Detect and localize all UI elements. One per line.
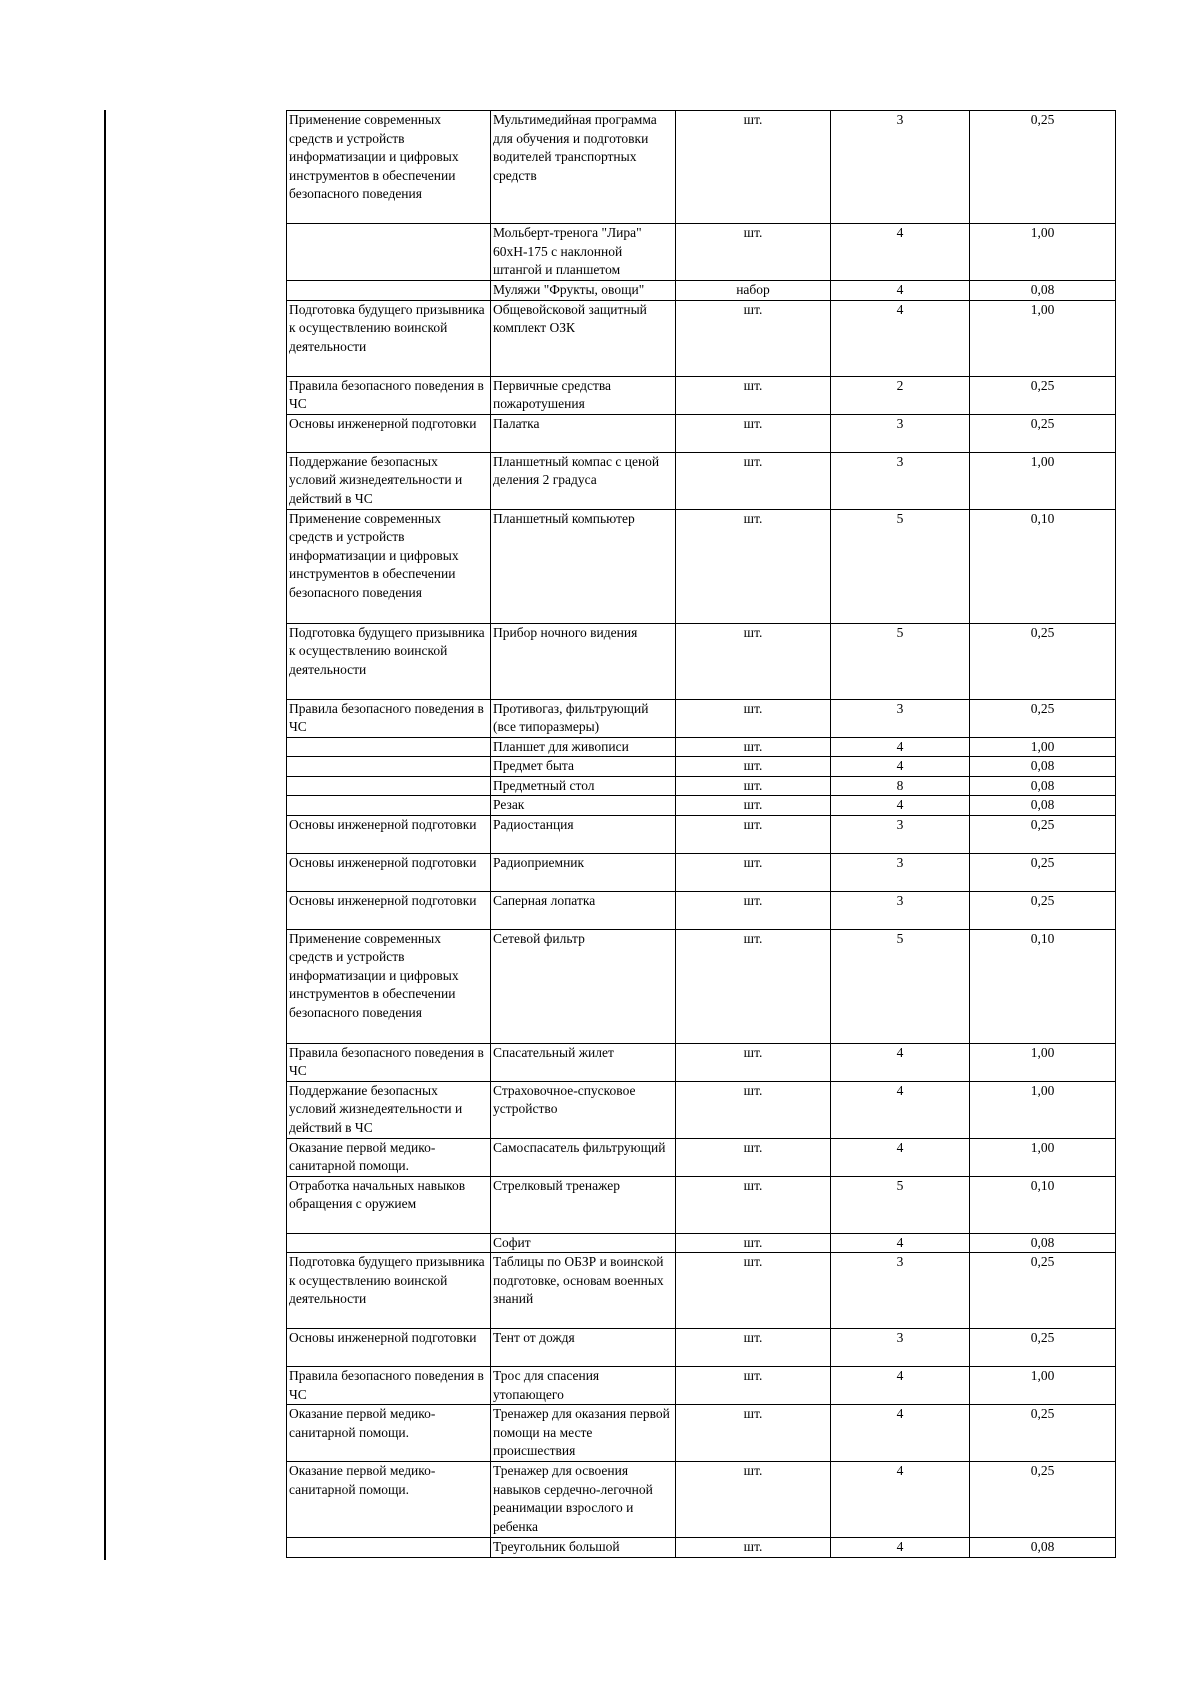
- section-cell: Основы инженерной подготовки: [287, 853, 491, 891]
- norm-cell: 1,00: [970, 300, 1116, 376]
- item-name-cell: Тренажер для оказания первой помощи на месте происшествия: [491, 1405, 676, 1462]
- section-cell: [287, 757, 491, 777]
- unit-cell: шт.: [676, 1405, 831, 1462]
- item-name-cell: Трос для спасения утопающего: [491, 1367, 676, 1405]
- quantity-cell: 2: [831, 376, 970, 414]
- table-row: [287, 1138, 1116, 1176]
- section-cell: Правила безопасного поведения в ЧС: [287, 1043, 491, 1081]
- section-cell: Основы инженерной подготовки: [287, 1329, 491, 1367]
- norm-cell: 1,00: [970, 1081, 1116, 1138]
- item-name-cell: Первичные средства пожаротушения: [491, 376, 676, 414]
- table-row: [287, 1329, 1116, 1367]
- unit-cell: шт.: [676, 1367, 831, 1405]
- table-row: [287, 853, 1116, 891]
- section-cell: [287, 1538, 491, 1558]
- quantity-cell: 4: [831, 281, 970, 301]
- norm-cell: 0,25: [970, 699, 1116, 737]
- section-cell: Применение современных средств и устройств информатизации и цифровых инструментов в обеспечении безопасного поведения: [287, 929, 491, 1043]
- item-name-cell: Страховочное-спусковое устройство: [491, 1081, 676, 1138]
- section-cell: Оказание первой медико-санитарной помощи.: [287, 1462, 491, 1538]
- table-row: [287, 1462, 1116, 1538]
- item-name-cell: Планшетный компас с ценой деления 2 градуса: [491, 452, 676, 509]
- quantity-cell: 4: [831, 737, 970, 757]
- margin-rule: [104, 110, 106, 1560]
- norm-cell: 1,00: [970, 452, 1116, 509]
- table-row: [287, 776, 1116, 796]
- section-cell: [287, 281, 491, 301]
- norm-cell: 0,08: [970, 776, 1116, 796]
- norm-cell: 0,10: [970, 509, 1116, 623]
- norm-cell: 0,08: [970, 796, 1116, 816]
- table-row: [287, 300, 1116, 376]
- item-name-cell: Предметный стол: [491, 776, 676, 796]
- item-name-cell: Спасательный жилет: [491, 1043, 676, 1081]
- unit-cell: шт.: [676, 300, 831, 376]
- item-name-cell: Саперная лопатка: [491, 891, 676, 929]
- item-name-cell: Общевойсковой защитный комплект ОЗК: [491, 300, 676, 376]
- table-row: [287, 1043, 1116, 1081]
- unit-cell: шт.: [676, 1329, 831, 1367]
- unit-cell: шт.: [676, 853, 831, 891]
- unit-cell: шт.: [676, 815, 831, 853]
- quantity-cell: 5: [831, 1176, 970, 1233]
- section-cell: Оказание первой медико-санитарной помощи.: [287, 1405, 491, 1462]
- section-cell: [287, 796, 491, 816]
- unit-cell: шт.: [676, 776, 831, 796]
- item-name-cell: Мольберт-тренога "Лира" 60хН-175 с наклонной штангой и планшетом: [491, 224, 676, 281]
- table-row: [287, 1081, 1116, 1138]
- table-row: [287, 1176, 1116, 1233]
- unit-cell: шт.: [676, 1081, 831, 1138]
- quantity-cell: 4: [831, 1367, 970, 1405]
- quantity-cell: 3: [831, 815, 970, 853]
- norm-cell: 1,00: [970, 1367, 1116, 1405]
- norm-cell: 0,25: [970, 376, 1116, 414]
- quantity-cell: 3: [831, 699, 970, 737]
- quantity-cell: 3: [831, 891, 970, 929]
- section-cell: [287, 224, 491, 281]
- norm-cell: 0,25: [970, 1329, 1116, 1367]
- quantity-cell: 3: [831, 452, 970, 509]
- table-row: [287, 757, 1116, 777]
- quantity-cell: 4: [831, 1538, 970, 1558]
- quantity-cell: 5: [831, 623, 970, 699]
- table-row: [287, 376, 1116, 414]
- norm-cell: 1,00: [970, 224, 1116, 281]
- unit-cell: шт.: [676, 699, 831, 737]
- section-cell: Отработка начальных навыков обращения с оружием: [287, 1176, 491, 1233]
- equipment-table: [286, 110, 1116, 1558]
- section-cell: Подготовка будущего призывника к осуществлению воинской деятельности: [287, 300, 491, 376]
- unit-cell: шт.: [676, 737, 831, 757]
- item-name-cell: Таблицы по ОБЗР и воинской подготовке, основам военных знаний: [491, 1253, 676, 1329]
- item-name-cell: Треугольник большой: [491, 1538, 676, 1558]
- unit-cell: шт.: [676, 757, 831, 777]
- section-cell: Оказание первой медико-санитарной помощи.: [287, 1138, 491, 1176]
- norm-cell: 0,25: [970, 1253, 1116, 1329]
- norm-cell: 0,08: [970, 757, 1116, 777]
- norm-cell: 0,25: [970, 414, 1116, 452]
- table-row: [287, 111, 1116, 224]
- item-name-cell: Планшет для живописи: [491, 737, 676, 757]
- norm-cell: 0,25: [970, 815, 1116, 853]
- item-name-cell: Сетевой фильтр: [491, 929, 676, 1043]
- section-cell: [287, 1233, 491, 1253]
- item-name-cell: Резак: [491, 796, 676, 816]
- unit-cell: шт.: [676, 891, 831, 929]
- equipment-table-body: [287, 111, 1116, 1558]
- quantity-cell: 4: [831, 796, 970, 816]
- section-cell: Применение современных средств и устройств информатизации и цифровых инструментов в обеспечении безопасного поведения: [287, 111, 491, 224]
- quantity-cell: 4: [831, 1081, 970, 1138]
- norm-cell: 0,10: [970, 1176, 1116, 1233]
- item-name-cell: Софит: [491, 1233, 676, 1253]
- unit-cell: шт.: [676, 623, 831, 699]
- unit-cell: шт.: [676, 1176, 831, 1233]
- quantity-cell: 4: [831, 757, 970, 777]
- quantity-cell: 4: [831, 224, 970, 281]
- item-name-cell: Муляжи "Фрукты, овощи": [491, 281, 676, 301]
- quantity-cell: 4: [831, 1462, 970, 1538]
- unit-cell: шт.: [676, 376, 831, 414]
- section-cell: Подготовка будущего призывника к осуществлению воинской деятельности: [287, 623, 491, 699]
- table-row: [287, 737, 1116, 757]
- norm-cell: 0,10: [970, 929, 1116, 1043]
- item-name-cell: Тент от дождя: [491, 1329, 676, 1367]
- norm-cell: 0,25: [970, 891, 1116, 929]
- unit-cell: шт.: [676, 111, 831, 224]
- unit-cell: шт.: [676, 224, 831, 281]
- table-row: [287, 509, 1116, 623]
- item-name-cell: Тренажер для освоения навыков сердечно-легочной реанимации взрослого и ребенка: [491, 1462, 676, 1538]
- table-row: [287, 623, 1116, 699]
- table-row: [287, 1538, 1116, 1558]
- quantity-cell: 3: [831, 1329, 970, 1367]
- table-row: [287, 1253, 1116, 1329]
- table-row: [287, 281, 1116, 301]
- section-cell: Основы инженерной подготовки: [287, 815, 491, 853]
- unit-cell: шт.: [676, 1462, 831, 1538]
- unit-cell: набор: [676, 281, 831, 301]
- section-cell: Основы инженерной подготовки: [287, 891, 491, 929]
- quantity-cell: 3: [831, 111, 970, 224]
- unit-cell: шт.: [676, 1253, 831, 1329]
- norm-cell: 0,25: [970, 623, 1116, 699]
- unit-cell: шт.: [676, 452, 831, 509]
- section-cell: Правила безопасного поведения в ЧС: [287, 699, 491, 737]
- unit-cell: шт.: [676, 929, 831, 1043]
- norm-cell: 0,08: [970, 281, 1116, 301]
- quantity-cell: 4: [831, 1405, 970, 1462]
- item-name-cell: Противогаз, фильтрующий (все типоразмеры): [491, 699, 676, 737]
- table-row: [287, 224, 1116, 281]
- table-row: [287, 796, 1116, 816]
- norm-cell: 0,25: [970, 1405, 1116, 1462]
- table-row: [287, 452, 1116, 509]
- quantity-cell: 3: [831, 853, 970, 891]
- unit-cell: шт.: [676, 1538, 831, 1558]
- quantity-cell: 4: [831, 1233, 970, 1253]
- unit-cell: шт.: [676, 1043, 831, 1081]
- section-cell: [287, 737, 491, 757]
- norm-cell: 1,00: [970, 737, 1116, 757]
- quantity-cell: 5: [831, 929, 970, 1043]
- item-name-cell: Мультимедийная программа для обучения и подготовки водителей транспортных средств: [491, 111, 676, 224]
- norm-cell: 1,00: [970, 1043, 1116, 1081]
- unit-cell: шт.: [676, 796, 831, 816]
- item-name-cell: Радиоприемник: [491, 853, 676, 891]
- norm-cell: 1,00: [970, 1138, 1116, 1176]
- norm-cell: 0,25: [970, 853, 1116, 891]
- norm-cell: 0,25: [970, 111, 1116, 224]
- table-row: [287, 414, 1116, 452]
- quantity-cell: 4: [831, 1043, 970, 1081]
- unit-cell: шт.: [676, 414, 831, 452]
- norm-cell: 0,25: [970, 1462, 1116, 1538]
- norm-cell: 0,08: [970, 1233, 1116, 1253]
- table-row: [287, 1233, 1116, 1253]
- section-cell: Поддержание безопасных условий жизнедеятельности и действий в ЧС: [287, 1081, 491, 1138]
- quantity-cell: 8: [831, 776, 970, 796]
- quantity-cell: 4: [831, 1138, 970, 1176]
- item-name-cell: Самоспасатель фильтрующий: [491, 1138, 676, 1176]
- unit-cell: шт.: [676, 509, 831, 623]
- item-name-cell: Радиостанция: [491, 815, 676, 853]
- section-cell: Основы инженерной подготовки: [287, 414, 491, 452]
- unit-cell: шт.: [676, 1233, 831, 1253]
- norm-cell: 0,08: [970, 1538, 1116, 1558]
- quantity-cell: 3: [831, 1253, 970, 1329]
- quantity-cell: 3: [831, 414, 970, 452]
- section-cell: [287, 776, 491, 796]
- table-row: [287, 815, 1116, 853]
- section-cell: Правила безопасного поведения в ЧС: [287, 376, 491, 414]
- table-row: [287, 699, 1116, 737]
- item-name-cell: Прибор ночного видения: [491, 623, 676, 699]
- item-name-cell: Стрелковый тренажер: [491, 1176, 676, 1233]
- item-name-cell: Планшетный компьютер: [491, 509, 676, 623]
- quantity-cell: 4: [831, 300, 970, 376]
- unit-cell: шт.: [676, 1138, 831, 1176]
- section-cell: Поддержание безопасных условий жизнедеятельности и действий в ЧС: [287, 452, 491, 509]
- item-name-cell: Предмет быта: [491, 757, 676, 777]
- table-row: [287, 891, 1116, 929]
- table-row: [287, 1405, 1116, 1462]
- table-row: [287, 929, 1116, 1043]
- section-cell: Правила безопасного поведения в ЧС: [287, 1367, 491, 1405]
- quantity-cell: 5: [831, 509, 970, 623]
- item-name-cell: Палатка: [491, 414, 676, 452]
- section-cell: Подготовка будущего призывника к осуществлению воинской деятельности: [287, 1253, 491, 1329]
- section-cell: Применение современных средств и устройств информатизации и цифровых инструментов в обеспечении безопасного поведения: [287, 509, 491, 623]
- table-row: [287, 1367, 1116, 1405]
